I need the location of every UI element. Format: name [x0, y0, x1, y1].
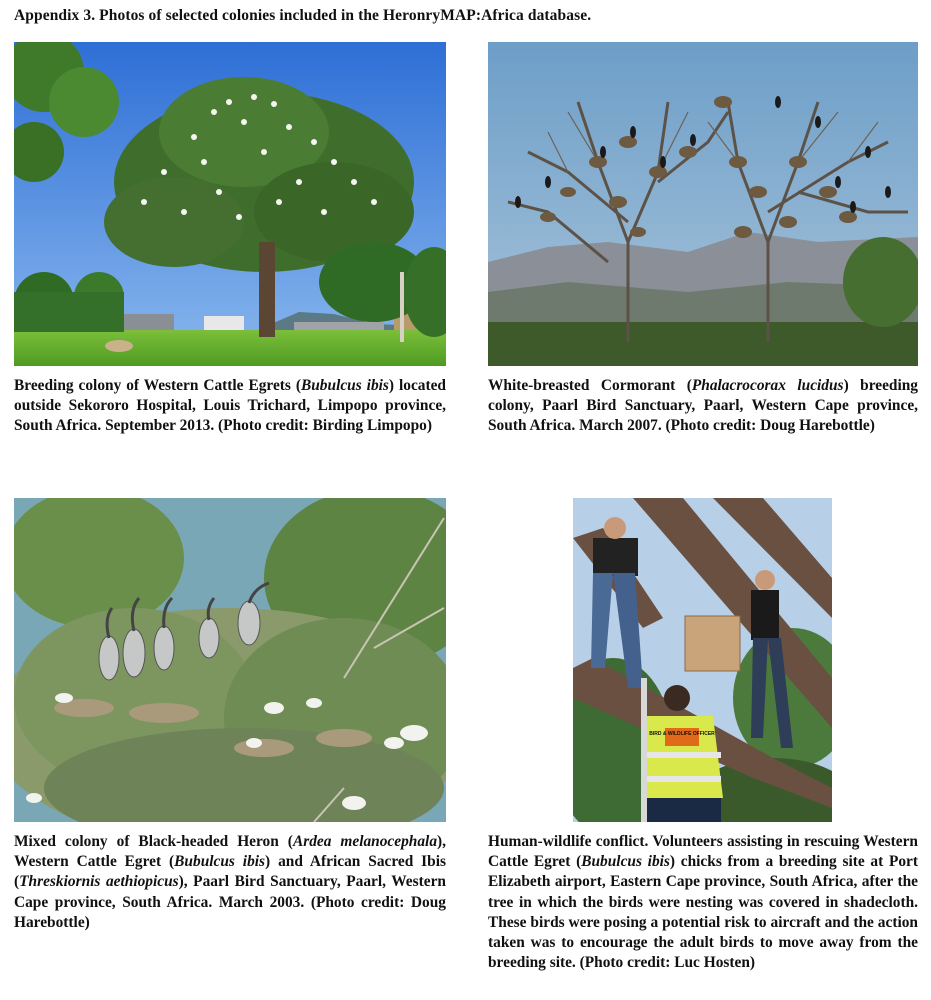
- caption-text: ) and African Sacred Ibis (: [14, 853, 446, 891]
- caption-text: ) breeding colony, Paarl Bird Sanctuary, Paarl, Western Cape province, South Africa. March 2007. (Photo credit: Doug Harebottle): [488, 377, 919, 435]
- caption-photo-3: [14, 832, 446, 933]
- caption-text: ) located outside Sekororo Hospital, Louis Trichard, Limpopo province, South Africa. September 2013. (Photo credit: Birding Limpopo): [14, 377, 446, 435]
- photo-cattle-egret-colony: [14, 42, 446, 366]
- appendix-heading: Appendix 3. Photos of selected colonies included in the HeronryMAP:Africa database.: [14, 7, 592, 24]
- species-name: Bubulcus ibis: [581, 853, 670, 871]
- species-name: Bubulcus ibis: [174, 853, 266, 871]
- photo-volunteers-rescue: [573, 498, 832, 822]
- caption-text: ), Western Cattle Egret (: [14, 833, 446, 871]
- caption-text: Human-wildlife conflict. Volunteers assisting in rescuing Western Cattle Egret (: [488, 833, 918, 871]
- species-name: Phalacrocorax lucidus: [691, 377, 844, 394]
- photo-cormorant-colony: [488, 42, 918, 366]
- caption-photo-1: [14, 376, 446, 437]
- caption-text: ) chicks from a breeding site at Port Elizabeth airport, Eastern Cape province, South Africa, after the tree in which the birds were nesting was covered in shadecloth. These birds were posing a potential risk to aircraft and the action taken was to encourage the adult birds to move away from the breeding site. (Photo credit: Luc Hosten): [488, 853, 918, 972]
- photo-mixed-heron-colony: [14, 498, 446, 822]
- species-name: Ardea melanocephala: [292, 833, 438, 850]
- caption-text: Breeding colony of Western Cattle Egrets (: [14, 377, 301, 394]
- caption-text: Mixed colony of Black-headed Heron (: [14, 833, 293, 850]
- vest-label: BIRD & WILDLIFE OFFICER: [649, 731, 715, 737]
- caption-photo-4: [488, 832, 918, 973]
- caption-text: ), Paarl Bird Sanctuary, Paarl, Western Cape province, South Africa. March 2003. (Photo credit: Doug Harebottle): [14, 873, 446, 931]
- caption-text: White-breasted Cormorant (: [488, 377, 692, 394]
- species-name: Bubulcus ibis: [300, 377, 389, 394]
- caption-photo-2: [488, 376, 918, 437]
- species-name: Threskiornis aethiopicus: [19, 873, 179, 891]
